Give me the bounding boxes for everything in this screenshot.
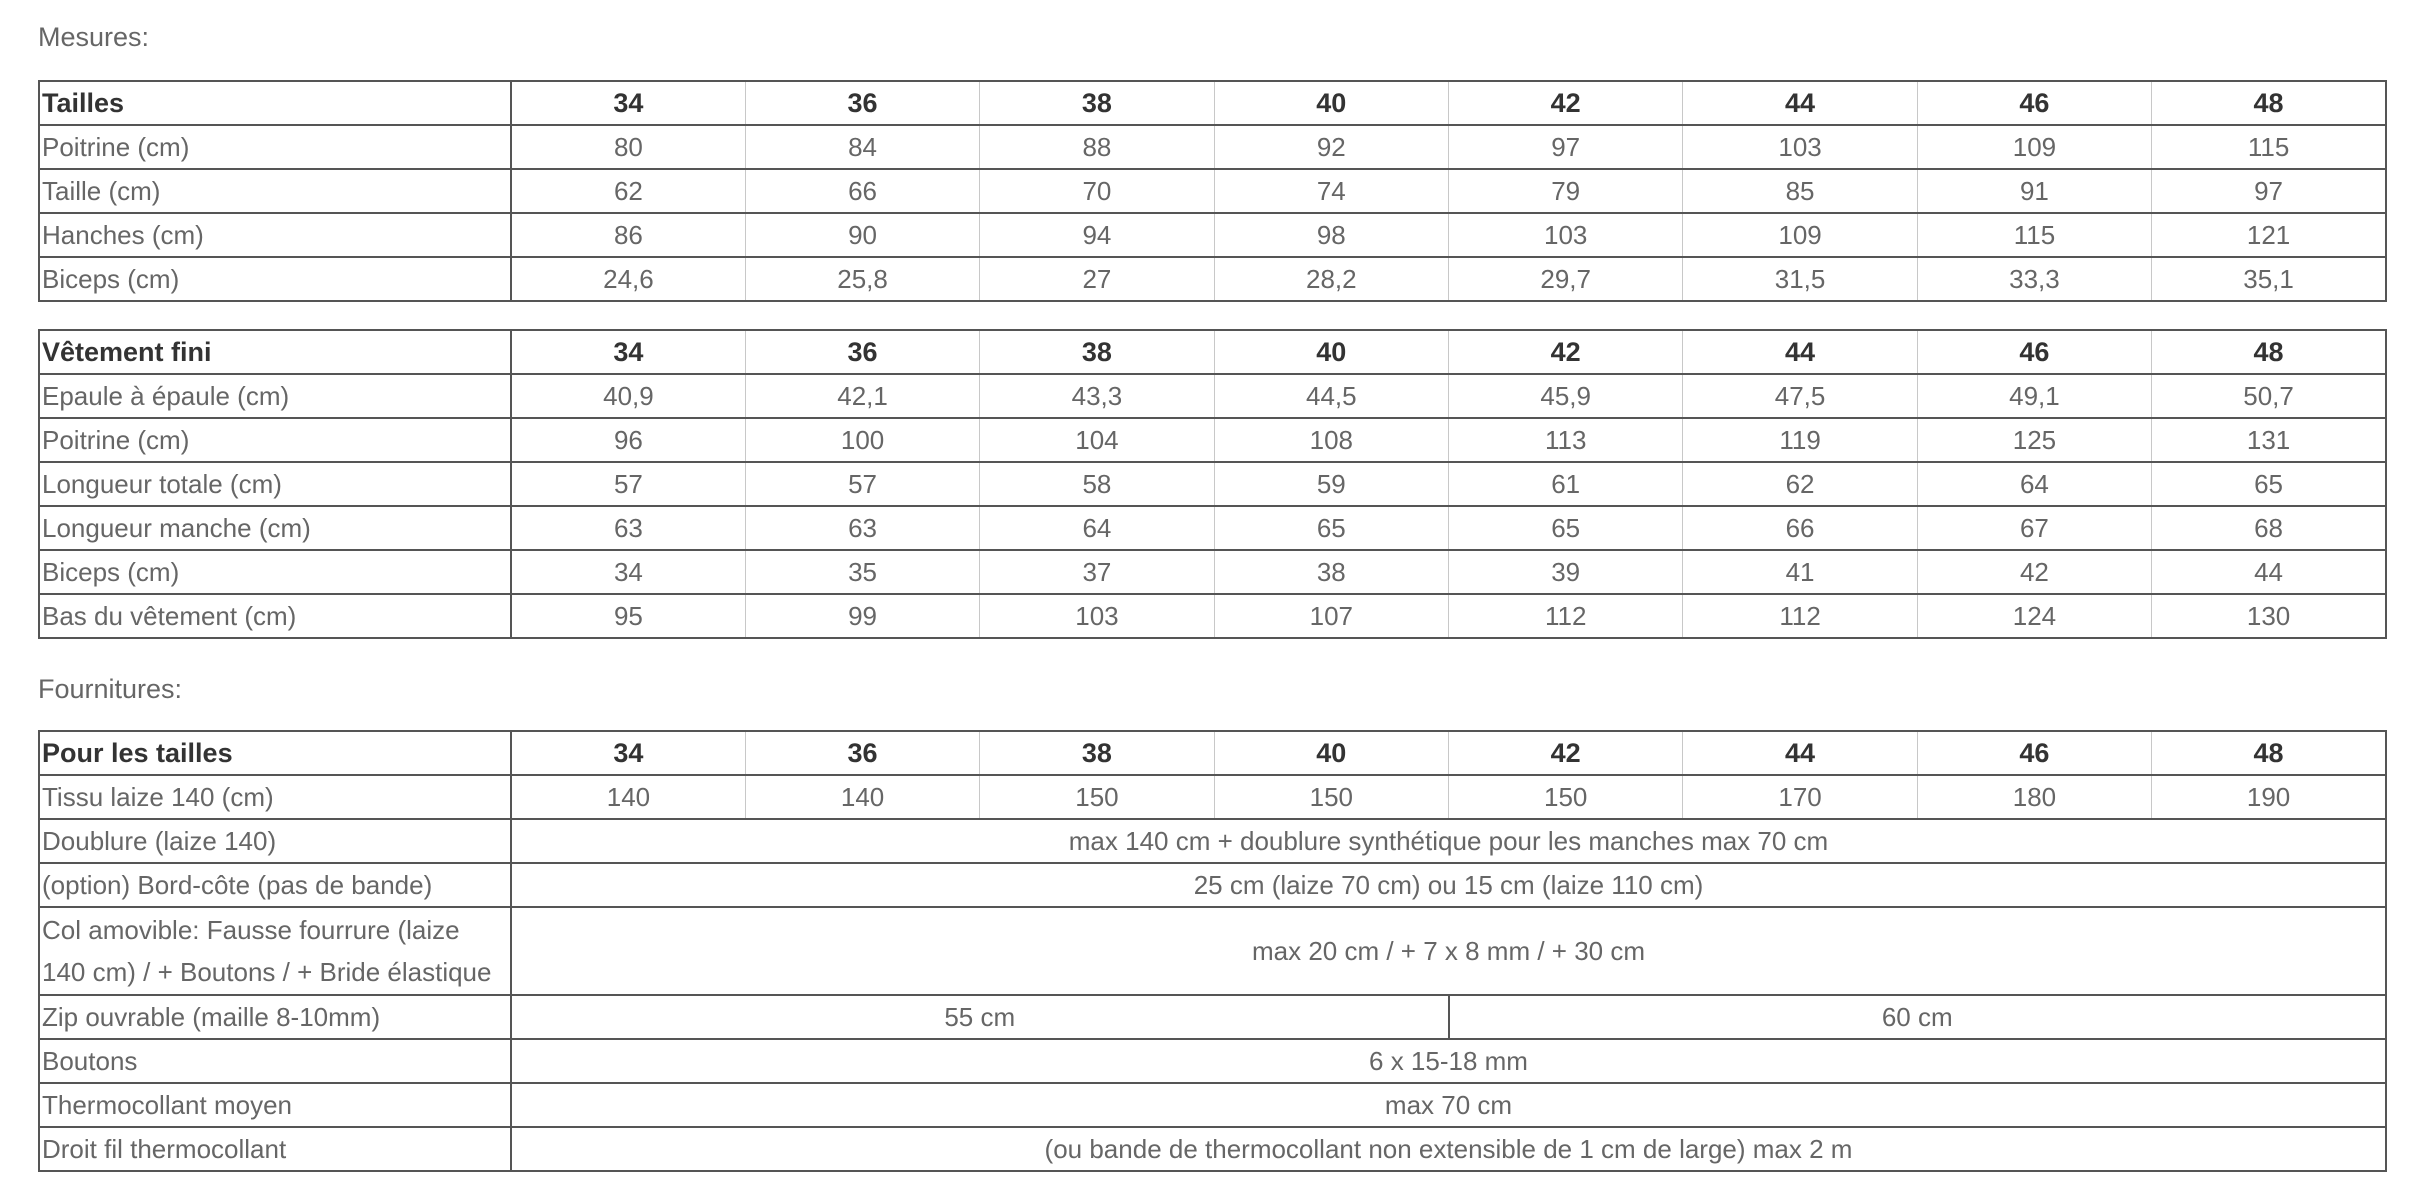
table-row (39, 775, 2386, 819)
size-header: 36 (745, 81, 979, 125)
table-row (39, 213, 2386, 257)
cell: 42,1 (745, 374, 979, 418)
merged-cell: 6 x 15-18 mm (511, 1039, 2386, 1083)
finished-garment-table (38, 329, 2387, 639)
cell: 84 (745, 125, 979, 169)
cell: 43,3 (980, 374, 1214, 418)
row-label: Longueur manche (cm) (39, 506, 511, 550)
row-label: Biceps (cm) (39, 257, 511, 301)
cell: 63 (511, 506, 745, 550)
header-label: Vêtement fini (39, 330, 511, 374)
size-header: 46 (1917, 81, 2151, 125)
cell: 58 (980, 462, 1214, 506)
table-row (39, 863, 2386, 907)
cell: 64 (980, 506, 1214, 550)
cell: 25,8 (745, 257, 979, 301)
table-row (39, 418, 2386, 462)
cell: 150 (1449, 775, 1683, 819)
row-label: Epaule à épaule (cm) (39, 374, 511, 418)
cell: 67 (1917, 506, 2151, 550)
cell: 95 (511, 594, 745, 638)
cell: 24,6 (511, 257, 745, 301)
row-label: Poitrine (cm) (39, 418, 511, 462)
cell: 170 (1683, 775, 1917, 819)
cell: 96 (511, 418, 745, 462)
cell: 113 (1449, 418, 1683, 462)
cell: 59 (1214, 462, 1448, 506)
cell: 112 (1449, 594, 1683, 638)
cell: 64 (1917, 462, 2151, 506)
cell: 79 (1449, 169, 1683, 213)
cell: 124 (1917, 594, 2151, 638)
cell: 180 (1917, 775, 2151, 819)
cell: 131 (2152, 418, 2386, 462)
cell: 112 (1683, 594, 1917, 638)
cell: 62 (511, 169, 745, 213)
row-label: Longueur totale (cm) (39, 462, 511, 506)
cell: 65 (1449, 506, 1683, 550)
size-header: 38 (980, 81, 1214, 125)
table-row (39, 169, 2386, 213)
size-header: 42 (1449, 81, 1683, 125)
size-header: 38 (980, 731, 1214, 775)
row-label: Boutons (39, 1039, 511, 1083)
section-title-fournitures: Fournitures: (38, 674, 183, 704)
row-label: Tissu laize 140 (cm) (39, 775, 511, 819)
cell: 140 (511, 775, 745, 819)
table-row (39, 594, 2386, 638)
cell: 109 (1683, 213, 1917, 257)
cell: 119 (1683, 418, 1917, 462)
table-row (39, 550, 2386, 594)
cell: 97 (1449, 125, 1683, 169)
table-row (39, 819, 2386, 863)
cell: 150 (1214, 775, 1448, 819)
size-header: 34 (511, 330, 745, 374)
cell: 88 (980, 125, 1214, 169)
merged-cell: 60 cm (1449, 995, 2387, 1039)
cell: 80 (511, 125, 745, 169)
merged-cell: max 140 cm + doublure synthétique pour les manches max 70 cm (511, 819, 2386, 863)
table-header-row (39, 731, 2386, 775)
cell: 125 (1917, 418, 2151, 462)
table-row (39, 462, 2386, 506)
cell: 41 (1683, 550, 1917, 594)
row-label: Doublure (laize 140) (39, 819, 511, 863)
cell: 47,5 (1683, 374, 1917, 418)
row-label: Bas du vêtement (cm) (39, 594, 511, 638)
size-header: 42 (1449, 330, 1683, 374)
merged-cell: max 70 cm (511, 1083, 2386, 1127)
cell: 49,1 (1917, 374, 2151, 418)
cell: 130 (2152, 594, 2386, 638)
cell: 115 (2152, 125, 2386, 169)
cell: 97 (2152, 169, 2386, 213)
cell: 121 (2152, 213, 2386, 257)
table-row (39, 995, 2386, 1039)
cell: 70 (980, 169, 1214, 213)
section-title-mesures: Mesures: (38, 22, 150, 52)
cell: 63 (745, 506, 979, 550)
cell: 94 (980, 213, 1214, 257)
table-row (39, 374, 2386, 418)
row-label: Hanches (cm) (39, 213, 511, 257)
cell: 115 (1917, 213, 2151, 257)
size-header: 40 (1214, 81, 1448, 125)
cell: 65 (2152, 462, 2386, 506)
cell: 66 (1683, 506, 1917, 550)
size-header: 46 (1917, 731, 2151, 775)
cell: 40,9 (511, 374, 745, 418)
cell: 103 (1683, 125, 1917, 169)
cell: 91 (1917, 169, 2151, 213)
size-header: 48 (2152, 81, 2386, 125)
row-label: (option) Bord-côte (pas de bande) (39, 863, 511, 907)
cell: 37 (980, 550, 1214, 594)
cell: 86 (511, 213, 745, 257)
size-header: 44 (1683, 81, 1917, 125)
size-header: 38 (980, 330, 1214, 374)
merged-cell: (ou bande de thermocollant non extensible de 1 cm de large) max 2 m (511, 1127, 2386, 1171)
cell: 28,2 (1214, 257, 1448, 301)
cell: 44,5 (1214, 374, 1448, 418)
cell: 74 (1214, 169, 1448, 213)
cell: 35,1 (2152, 257, 2386, 301)
cell: 92 (1214, 125, 1448, 169)
size-header: 44 (1683, 731, 1917, 775)
size-header: 40 (1214, 330, 1448, 374)
cell: 50,7 (2152, 374, 2386, 418)
cell: 29,7 (1449, 257, 1683, 301)
merged-cell: max 20 cm / + 7 x 8 mm / + 30 cm (511, 907, 2386, 995)
row-label: Taille (cm) (39, 169, 511, 213)
cell: 140 (745, 775, 979, 819)
size-header: 36 (745, 330, 979, 374)
cell: 65 (1214, 506, 1448, 550)
table-row (39, 506, 2386, 550)
merged-cell: 25 cm (laize 70 cm) ou 15 cm (laize 110 cm) (511, 863, 2386, 907)
row-label: Col amovible: Fausse fourrure (laize 140 cm) / + Boutons / + Bride élastique (39, 907, 511, 995)
table-row (39, 907, 2386, 995)
size-header: 44 (1683, 330, 1917, 374)
size-header: 36 (745, 731, 979, 775)
cell: 39 (1449, 550, 1683, 594)
supplies-table (38, 730, 2387, 1172)
cell: 98 (1214, 213, 1448, 257)
row-label: Droit fil thermocollant (39, 1127, 511, 1171)
row-label: Thermocollant moyen (39, 1083, 511, 1127)
header-label: Tailles (39, 81, 511, 125)
cell: 44 (2152, 550, 2386, 594)
cell: 38 (1214, 550, 1448, 594)
cell: 34 (511, 550, 745, 594)
cell: 103 (980, 594, 1214, 638)
merged-cell: 55 cm (511, 995, 1449, 1039)
cell: 57 (511, 462, 745, 506)
cell: 66 (745, 169, 979, 213)
size-header: 42 (1449, 731, 1683, 775)
cell: 31,5 (1683, 257, 1917, 301)
cell: 100 (745, 418, 979, 462)
table-row (39, 1127, 2386, 1171)
cell: 103 (1449, 213, 1683, 257)
cell: 35 (745, 550, 979, 594)
cell: 85 (1683, 169, 1917, 213)
size-header: 40 (1214, 731, 1448, 775)
table-header-row (39, 330, 2386, 374)
cell: 107 (1214, 594, 1448, 638)
size-header: 34 (511, 731, 745, 775)
cell: 104 (980, 418, 1214, 462)
cell: 99 (745, 594, 979, 638)
cell: 90 (745, 213, 979, 257)
size-header: 34 (511, 81, 745, 125)
cell: 68 (2152, 506, 2386, 550)
cell: 150 (980, 775, 1214, 819)
cell: 33,3 (1917, 257, 2151, 301)
row-label: Poitrine (cm) (39, 125, 511, 169)
header-label: Pour les tailles (39, 731, 511, 775)
row-label: Biceps (cm) (39, 550, 511, 594)
table-row (39, 1039, 2386, 1083)
cell: 45,9 (1449, 374, 1683, 418)
cell: 57 (745, 462, 979, 506)
table-row (39, 125, 2386, 169)
size-header: 48 (2152, 330, 2386, 374)
cell: 27 (980, 257, 1214, 301)
size-header: 48 (2152, 731, 2386, 775)
size-header: 46 (1917, 330, 2151, 374)
cell: 108 (1214, 418, 1448, 462)
row-label: Zip ouvrable (maille 8-10mm) (39, 995, 511, 1039)
cell: 109 (1917, 125, 2151, 169)
body-measurements-table (38, 80, 2387, 302)
cell: 61 (1449, 462, 1683, 506)
cell: 62 (1683, 462, 1917, 506)
table-row (39, 257, 2386, 301)
table-row (39, 1083, 2386, 1127)
cell: 42 (1917, 550, 2151, 594)
table-header-row (39, 81, 2386, 125)
cell: 190 (2152, 775, 2386, 819)
